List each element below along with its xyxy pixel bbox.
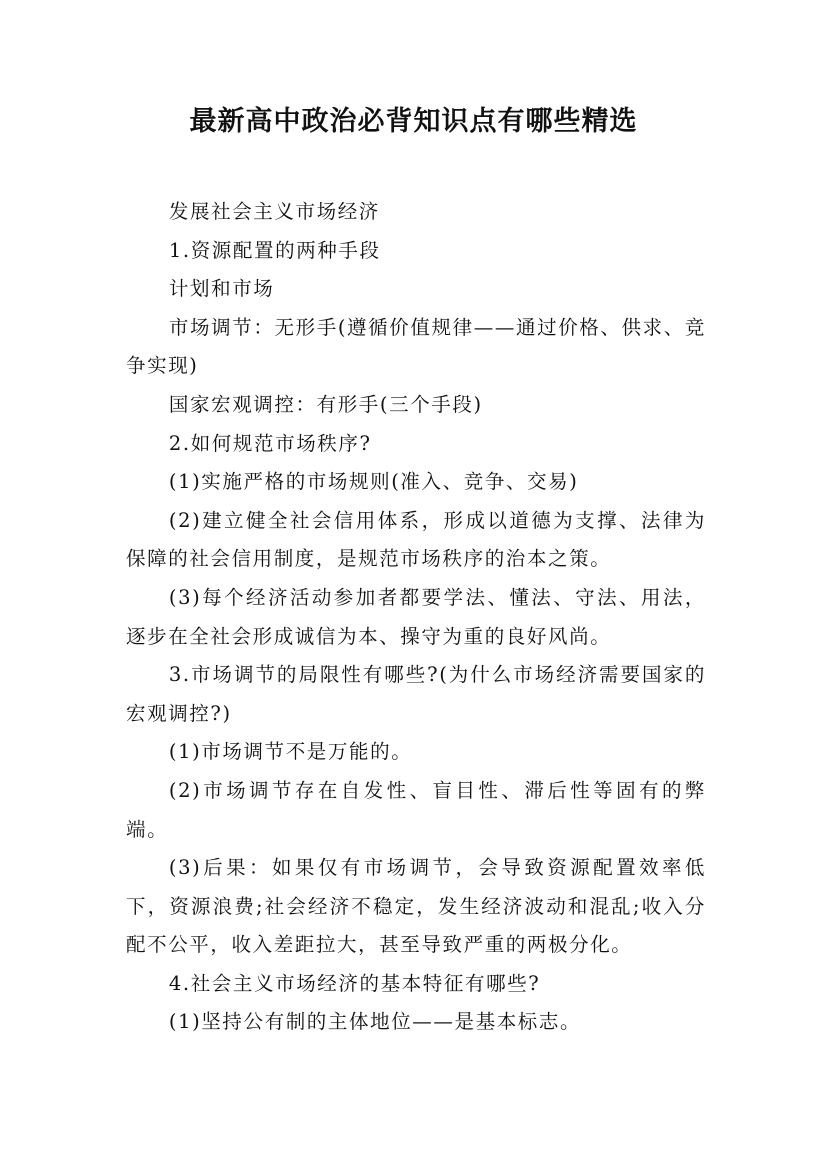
paragraph: 4.社会主义市场经济的基本特征有哪些? — [168, 971, 541, 995]
paragraph: 2.如何规范市场秩序? — [168, 431, 372, 455]
paragraph: (3)每个经济活动参加者都要学法、懂法、守法、用法，逐步在全社会形成诚信为本、操守为重的良好风尚。 — [126, 585, 706, 648]
paragraph: 发展社会主义市场经济 — [168, 200, 380, 223]
paragraph: (2)建立健全社会信用体系，形成以道德为支撑、法律为保障的社会信用制度，是规范市场秩序的治本之策。 — [126, 508, 706, 571]
paragraph: 国家宏观调控：有形手(三个手段) — [168, 392, 483, 416]
paragraph: 1.资源配置的两种手段 — [168, 238, 381, 262]
paragraph: 3.市场调节的局限性有哪些?(为什么市场经济需要国家的宏观调控?) — [126, 663, 706, 725]
paragraph: (1)市场调节不是万能的。 — [168, 740, 413, 764]
paragraph: 计划和市场 — [168, 277, 275, 301]
paragraph: (1)实施严格的市场规则(准入、竞争、交易) — [168, 470, 579, 494]
document-body — [126, 193, 706, 1042]
paragraph: (2)市场调节存在自发性、盲目性、滞后性等固有的弊端。 — [126, 778, 706, 841]
paragraph: (1)坚持公有制的主体地位——是基本标志。 — [168, 1010, 582, 1034]
document-title: 最新高中政治必背知识点有哪些精选 — [189, 106, 638, 137]
paragraph: 市场调节：无形手(遵循价值规律——通过价格、供求、竞争实现) — [126, 315, 706, 378]
paragraph: (3)后果：如果仅有市场调节，会导致资源配置效率低下，资源浪费;社会经济不稳定，发生经济波动和混乱;收入分配不公平，收入差距拉大，甚至导致严重的两极分化。 — [126, 856, 706, 957]
